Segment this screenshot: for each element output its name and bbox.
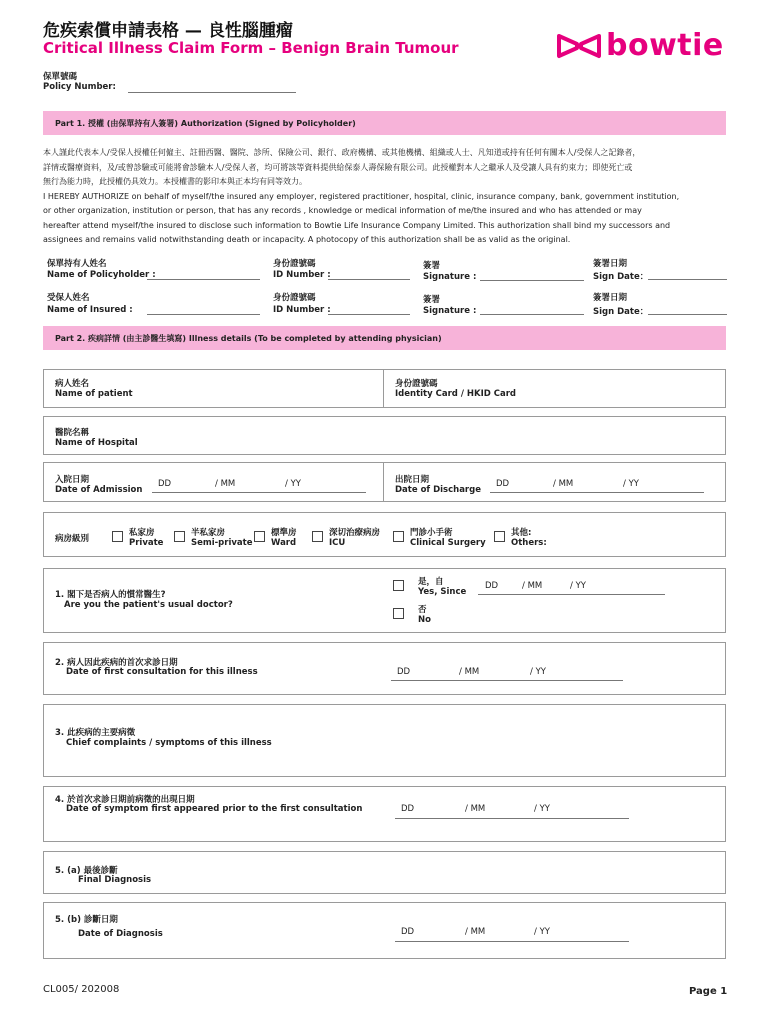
ward-private-checkbox[interactable]: [112, 531, 123, 542]
policyholder-signature-label: Signature :: [423, 272, 477, 282]
policyholder-name-label-zh: 保單持有人姓名: [47, 259, 107, 269]
policy-number-label: Policy Number:: [43, 82, 116, 92]
insured-signature-label: Signature :: [423, 306, 477, 316]
admission-dd: DD: [158, 479, 172, 489]
q5b-dd: DD: [401, 927, 415, 937]
auth-line-en-4: assignees and remains valid notwithstanding death or incapacity. A photocopy of this authorization shall be as valid as the original.: [43, 235, 571, 244]
insured-sign-date-field[interactable]: [648, 314, 727, 315]
q1-no-label-zh: 否: [418, 605, 427, 615]
patient-name-label-zh: 病人姓名: [55, 379, 90, 389]
q1-yes-label-zh: 是，自: [418, 577, 444, 587]
page-number: Page 1: [689, 986, 728, 997]
logo-text: bowtie: [606, 28, 724, 63]
patient-name-label: Name of patient: [55, 389, 133, 399]
auth-line-en-2: or other organization, institution or person, that has any records , knowledge or medical information of me/the insured and who has attended or may: [43, 206, 642, 215]
ward-semi-private-label: Semi-private: [191, 538, 253, 548]
insured-sign-date-label-zh: 簽署日期: [593, 293, 628, 303]
ward-others-label-zh: 其他:: [511, 528, 532, 538]
insured-name-label-zh: 受保人姓名: [47, 293, 90, 303]
q5a-label: Final Diagnosis: [78, 875, 152, 885]
q2-label: Date of first consultation for this illness: [66, 667, 258, 677]
q1-yes-label: Yes, Since: [418, 587, 467, 597]
ward-icu-label: ICU: [329, 538, 346, 548]
policyholder-signature-label-zh: 簽署: [423, 261, 441, 271]
ward-icu-label-zh: 深切治療病房: [329, 528, 381, 538]
admission-yy: / YY: [285, 479, 301, 489]
policyholder-signature-field[interactable]: [480, 280, 584, 281]
insured-name-label: Name of Insured :: [47, 305, 133, 315]
policyholder-id-field[interactable]: [328, 279, 410, 280]
ward-private-label: Private: [129, 538, 164, 548]
q3-label-zh: 3. 此疾病的主要病徵: [55, 728, 136, 738]
hospital-row: [43, 416, 726, 455]
auth-line-en-3: hereafter attend myself/the insured to disclose such information to Bowtie Life Insurance Company Limited. This authorization shall bind my successors and: [43, 220, 671, 230]
ward-semi-private-label-zh: 半私家房: [191, 528, 226, 538]
ward-private-label-zh: 私家房: [129, 528, 155, 538]
insured-id-label: ID Number :: [273, 305, 331, 315]
q1-no-checkbox[interactable]: [393, 608, 404, 619]
insured-signature-label-zh: 簽署: [423, 295, 441, 305]
q2-yy: / YY: [530, 667, 546, 677]
q5b-date-field[interactable]: [395, 941, 629, 942]
q4-label-zh: 4. 於首次求診日期前病徵的出現日期: [55, 795, 195, 805]
q4-date-field[interactable]: [395, 818, 629, 819]
q4-mm: / MM: [465, 804, 486, 814]
q1-no-label: No: [418, 615, 431, 625]
policy-number-label-zh: 保單號碼: [43, 72, 78, 82]
admission-date-label-zh: 入院日期: [55, 475, 90, 485]
discharge-date-field[interactable]: [490, 492, 704, 493]
patient-info-row: [43, 369, 726, 408]
policyholder-id-label-zh: 身份證號碼: [273, 259, 316, 269]
auth-line-zh-3: 無行為能力時，此授權仍具效力。本授權書的影印本與正本均有同等效力。: [43, 177, 307, 186]
policyholder-sign-date-label: Sign Date：: [593, 272, 649, 282]
q3-label: Chief complaints / symptoms of this illness: [66, 738, 272, 748]
discharge-date-label: Date of Discharge: [395, 485, 481, 495]
auth-line-zh-2: 詳情或醫療資料，及/或曾診驗或可能將會診驗本人/受保人者，均可將該等資料提供給保泰人壽保險有限公司。此授權對本人之繼承人及受讓人具有約束力；即使死亡或: [43, 162, 633, 172]
q4-dd: DD: [401, 804, 415, 814]
q5a-label-zh: 5. (a) 最後診斷: [55, 866, 118, 876]
q1-yy: / YY: [570, 581, 586, 591]
policy-number-field[interactable]: [128, 92, 296, 93]
q4-yy: / YY: [534, 804, 550, 814]
q5b-yy: / YY: [534, 927, 550, 937]
ward-others-checkbox[interactable]: [494, 531, 505, 542]
part2-header-bar: Part 2. 疾病詳情 (由主診醫生填寫) Illness details (To be completed by attending physician): [43, 326, 726, 350]
policyholder-name-label: Name of Policyholder :: [47, 270, 156, 280]
ward-class-label: 病房級別: [55, 534, 90, 544]
clinical-surgery-checkbox[interactable]: [393, 531, 404, 542]
discharge-dd: DD: [496, 479, 510, 489]
clinical-surgery-label-zh: 門診小手術: [410, 528, 453, 538]
q1-dd: DD: [485, 581, 499, 591]
insured-name-field[interactable]: [147, 314, 260, 315]
ward-icu-checkbox[interactable]: [312, 531, 323, 542]
policyholder-sign-date-field[interactable]: [648, 279, 727, 280]
q5b-mm: / MM: [465, 927, 486, 937]
admission-date-label: Date of Admission: [55, 485, 143, 495]
q1-label-zh: 1. 閣下是否病人的慣常醫生?: [55, 590, 166, 600]
insured-signature-field[interactable]: [480, 314, 584, 315]
q1-since-date-field[interactable]: [478, 594, 665, 595]
q2-label-zh: 2. 病人因此疾病的首次求診日期: [55, 658, 178, 668]
q5b-label: Date of Diagnosis: [78, 929, 163, 939]
policyholder-id-label: ID Number :: [273, 270, 331, 280]
ward-standard-label-zh: 標準房: [271, 528, 297, 538]
identity-card-label: Identity Card / HKID Card: [395, 389, 517, 399]
q1-mm: / MM: [522, 581, 543, 591]
policyholder-sign-date-label-zh: 簽署日期: [593, 259, 628, 269]
q4-label: Date of symptom first appeared prior to the first consultation: [66, 804, 363, 814]
form-code: CL005/ 202008: [43, 984, 120, 995]
insured-sign-date-label: Sign Date：: [593, 307, 649, 317]
bowtie-icon: [556, 33, 602, 59]
auth-line-zh-1: 本人謹此代表本人/受保人授權任何僱主、註冊西醫、醫院、診所、保險公司、銀行、政府機構、或其他機構、組織或人士、凡知道或持有任何有關本人/受保人之記錄者，: [43, 148, 641, 157]
admission-mm: / MM: [215, 479, 236, 489]
form-title-chinese: 危疾索償申請表格 — 良性腦腫瘤: [43, 21, 293, 41]
auth-line-en-1: I HEREBY AUTHORIZE on behalf of myself/the insured any employer, registered practitioner, hospital, clinic, insurance company, bank, government institution,: [43, 191, 680, 201]
hospital-name-label-zh: 醫院名稱: [55, 428, 90, 438]
q1-yes-checkbox[interactable]: [393, 580, 404, 591]
discharge-mm: / MM: [553, 479, 574, 489]
q2-date-field[interactable]: [391, 680, 623, 681]
part1-header-bar: Part 1. 授權 (由保單持有人簽署) Authorization (Signed by Policyholder): [43, 111, 726, 135]
discharge-yy: / YY: [623, 479, 639, 489]
divider: [383, 462, 384, 502]
insured-id-field[interactable]: [328, 314, 410, 315]
q2-dd: DD: [397, 667, 411, 677]
clinical-surgery-label: Clinical Surgery: [410, 538, 486, 548]
authorization-text: [43, 146, 727, 248]
ward-semi-private-checkbox[interactable]: [174, 531, 185, 542]
ward-standard-label: Ward: [271, 538, 297, 548]
bowtie-logo: [556, 28, 724, 63]
q5b-label-zh: 5. (b) 診斷日期: [55, 915, 118, 925]
ward-others-label: Others:: [511, 538, 547, 548]
discharge-date-label-zh: 出院日期: [395, 475, 430, 485]
q2-mm: / MM: [459, 667, 480, 677]
insured-id-label-zh: 身份證號碼: [273, 293, 316, 303]
identity-card-label-zh: 身份證號碼: [395, 379, 438, 389]
form-title-english: Critical Illness Claim Form – Benign Brain Tumour: [43, 39, 459, 57]
q1-label: Are you the patient's usual doctor?: [64, 600, 233, 610]
question-5a-row: [43, 851, 726, 894]
admission-date-field[interactable]: [152, 492, 366, 493]
divider: [383, 369, 384, 408]
policyholder-name-field[interactable]: [147, 279, 260, 280]
ward-standard-checkbox[interactable]: [254, 531, 265, 542]
hospital-name-label: Name of Hospital: [55, 438, 138, 448]
